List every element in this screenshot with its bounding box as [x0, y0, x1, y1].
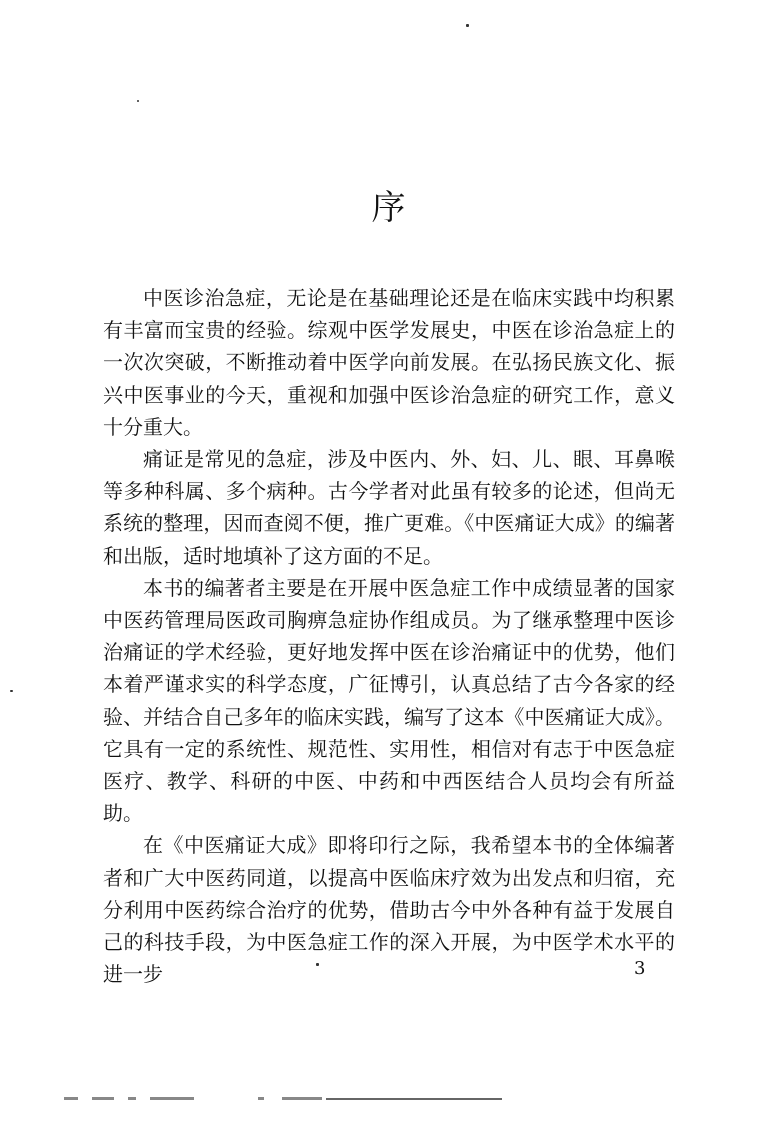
scan-edge-mark: [64, 1097, 78, 1100]
preface-body: [103, 282, 675, 990]
scan-edge-mark: [282, 1097, 322, 1100]
scan-speck: [10, 690, 13, 692]
paragraph: 痛证是常见的急症，涉及中医内、外、妇、儿、眼、耳鼻喉等多种科属、多个病种。古今学者对此虽有较多的论述，但尚无系统的整理，因而查阅不便，推广更难。《中医痛证大成》的编著和出版，适时地填补了这方面的不足。: [103, 447, 675, 568]
paragraph: 在《中医痛证大成》即将印行之际，我希望本书的全体编著者和广大中医药同道，以提高中医临床疗效为出发点和归宿，充分利用中医药综合治疗的优势，借助古今中外各种有益于发展自己的科技手段，为中医急症工作的深入开展，为中医学术水平的进一步: [103, 833, 675, 987]
scan-edge-mark: [92, 1097, 114, 1100]
preface-title: 序: [371, 188, 406, 228]
page-number: 3: [634, 958, 646, 979]
scan-edge-mark: [258, 1097, 264, 1100]
scan-edge-mark: [150, 1097, 194, 1100]
scan-speck: [466, 24, 469, 27]
scan-speck: [137, 100, 139, 102]
scan-edge-mark: [128, 1097, 136, 1100]
paragraph: 本书的编著者主要是在开展中医急症工作中成绩显著的国家中医药管理局医政司胸痹急症协作组成员。为了继承整理中医诊治痛证的学术经验，更好地发挥中医在诊治痛证中的优势，他们本着严谨求实的科学态度，广征博引，认真总结了古今各家的经验、并结合自己多年的临床实践，编写了这本《中医痛证大成》。它具有一定的系统性、规范性、实用性，相信对有志于中医急症医疗、教学、科研的中医、中药和中西医结合人员均会有所益助。: [103, 575, 675, 826]
paragraph: 中医诊治急症，无论是在基础理论还是在临床实践中均积累有丰富而宝贵的经验。综观中医学发展史，中医在诊治急症上的一次次突破，不断推动着中医学向前发展。在弘扬民族文化、振兴中医事业的今天，重视和加强中医诊治急症的研究工作，意义十分重大。: [103, 286, 675, 439]
scan-edge-rule: [326, 1098, 502, 1100]
